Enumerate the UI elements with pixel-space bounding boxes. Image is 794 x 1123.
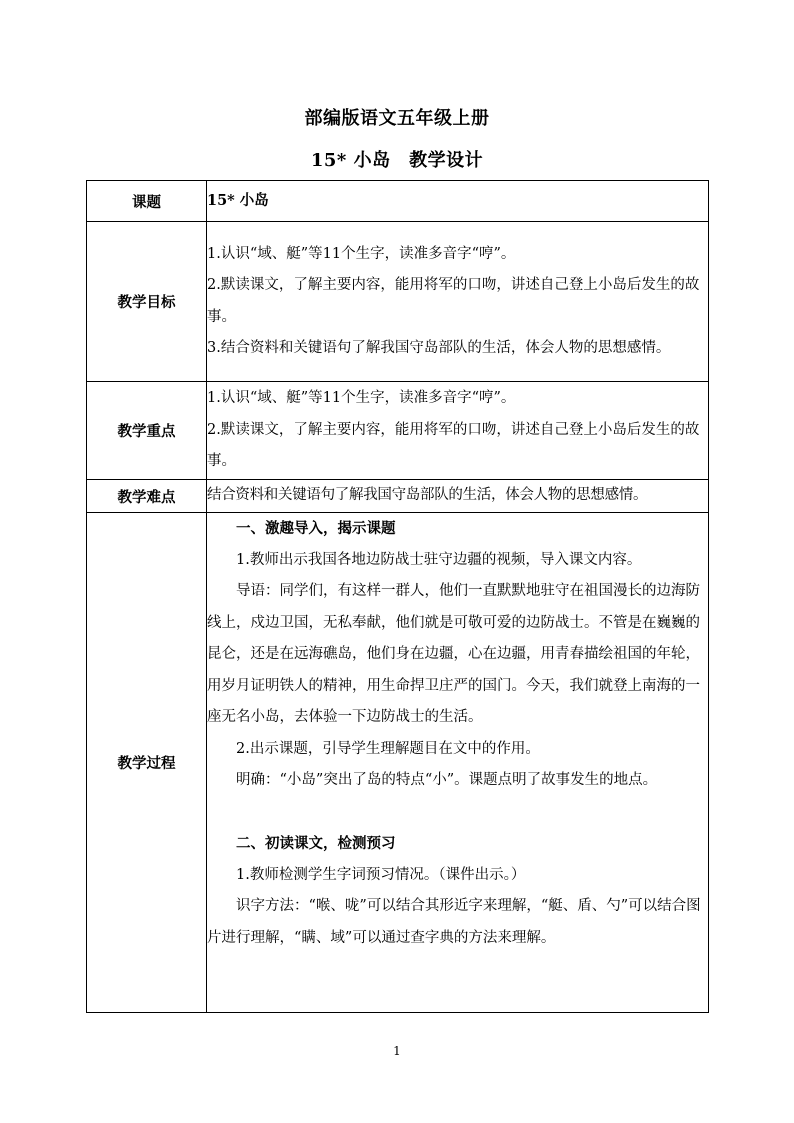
objective-item: 2.默读课文，了解主要内容，能用将军的口吻，讲述自己登上小岛后发生的故事。	[207, 277, 700, 325]
paragraph: 2.出示课题，引导学生理解题目在文中的作用。	[236, 740, 540, 757]
document-title: 部编版语文五年级上册	[304, 108, 490, 129]
row-label-objectives: 教学目标	[87, 222, 207, 382]
section-heading: 二、初读课文，检测预习	[236, 835, 396, 852]
table-row-key-points	[87, 382, 709, 480]
objective-item: 3.结合资料和关键语句了解我国守岛部队的生活，体会人物的思想感情。	[207, 340, 671, 356]
difficulties-content: 结合资料和关键语句了解我国守岛部队的生活，体会人物的思想感情。	[207, 480, 709, 513]
spacer	[207, 797, 708, 829]
row-label-process: 教学过程	[87, 513, 207, 1013]
table-row-objectives	[87, 222, 709, 382]
key-points-content	[207, 382, 709, 480]
section-heading: 一、激趣导入，揭示课题	[236, 520, 396, 537]
table-row-difficulties	[87, 480, 709, 513]
key-point-item: 1.认识“域、艇”等11个生字，读准多音字“哼”。	[207, 390, 516, 407]
row-label-difficulties: 教学难点	[87, 480, 207, 513]
paragraph: 1.教师检测学生字词预习情况。（课件出示。）	[236, 866, 526, 883]
topic-value: 15* 小岛	[207, 181, 709, 222]
paragraph: 识字方法：“喉、咙”可以结合其形近字来理解，“艇、盾、勺”可以结合图片进行理解，“瞒、域”可以通过查字典的方法来理解。	[207, 898, 701, 946]
row-label-topic: 课题	[87, 181, 207, 222]
paragraph: 导语：同学们，有这样一群人，他们一直默默地驻守在祖国漫长的边海防线上，戍边卫国，无私奉献，他们就是可敬可爱的边防战士。不管是在巍巍的昆仑，还是在远海礁岛，他们身在边疆，心在边疆，用青春描绘祖国的年轮，用岁月证明铁人的精神，用生命捍卫庄严的国门。今天，我们就登上南海的一座无名小岛，去体验一下边防战士的生活。	[207, 583, 700, 725]
paragraph: 明确：“小岛”突出了岛的特点“小”。课题点明了故事发生的地点。	[236, 772, 658, 788]
objectives-content	[207, 222, 709, 382]
page-number: 1	[393, 1044, 401, 1058]
paragraph: 1.教师出示我国各地边防战士驻守边疆的视频，导入课文内容。	[236, 551, 642, 568]
table-row-topic	[87, 181, 709, 222]
table-row-process	[87, 513, 709, 1013]
objective-item: 1.认识“域、艇”等11个生字，读准多音字“哼”。	[207, 245, 516, 262]
document-subtitle: 15* 小岛 教学设计	[310, 150, 484, 171]
key-point-item: 2.默读课文，了解主要内容，能用将军的口吻，讲述自己登上小岛后发生的故事。	[207, 421, 700, 470]
process-content	[207, 513, 709, 1013]
row-label-key-points: 教学重点	[87, 382, 207, 480]
lesson-plan-table	[86, 180, 709, 1013]
